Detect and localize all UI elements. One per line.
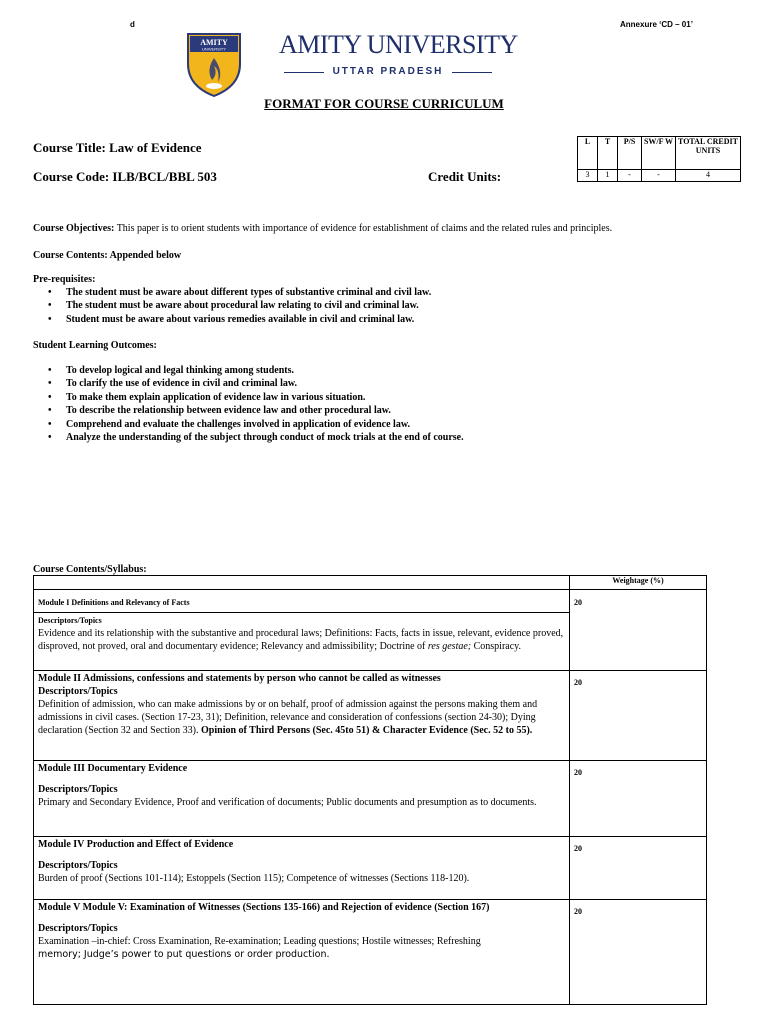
descriptors-text-main: Definition of admission, who can make admissions by or on behalf, proof of admission against the persons making them and admissions in civil cases. (Section 17-23, 31); Definition, relevance and consideration of confessions (section 24-30); Dying declaration (Section 32 and Section 33).	[38, 699, 538, 736]
credit-value-swfw: -	[642, 170, 676, 182]
learning-outcomes-list	[33, 364, 733, 444]
credit-header-total: TOTAL CREDIT UNITS	[676, 137, 741, 170]
credit-header-swfw: SW/F W	[642, 137, 676, 170]
module-row	[34, 900, 707, 1005]
module-4-cell	[34, 837, 570, 900]
credit-value-total: 4	[676, 170, 741, 182]
credit-header-l: L	[578, 137, 598, 170]
syllabus-table	[33, 575, 707, 1005]
descriptors-title: Descriptors/Topics	[38, 616, 102, 625]
learning-outcome-item: • To make them explain application of evidence law in various situation.	[33, 391, 733, 404]
syllabus-header-row	[34, 576, 707, 590]
syllabus-title: Course Contents/Syllabus:	[33, 564, 147, 575]
course-contents-line: Course Contents: Appended below	[33, 250, 182, 261]
prerequisite-item: • The student must be aware about different types of substantive criminal and civil law.	[33, 286, 733, 299]
descriptors-text-bold: Opinion of Third Persons (Sec. 45to 51) & Character Evidence (Sec. 52 to 55).	[201, 725, 533, 736]
module-weight: 20	[574, 907, 582, 916]
module-2-cell	[34, 671, 570, 761]
course-title: Course Title: Law of Evidence	[33, 140, 202, 155]
credit-header-t: T	[598, 137, 618, 170]
module-1-descriptors	[34, 613, 570, 671]
module-weight: 20	[574, 598, 582, 607]
descriptors-text-italic: res gestae;	[427, 641, 472, 652]
module-title: Module III Documentary Evidence	[38, 763, 188, 774]
university-state: UTTAR PRADESH	[332, 66, 444, 77]
university-state-banner	[284, 66, 492, 78]
descriptors-text	[38, 698, 565, 737]
module-title-row	[34, 590, 707, 613]
descriptors-text-handwritten: memory; Judge’s power to put questions or order production.	[38, 949, 330, 960]
credit-table-header-row	[578, 137, 741, 170]
descriptors-text	[38, 627, 565, 653]
descriptors-text: Burden of proof (Sections 101-114); Estoppels (Section 115); Competence of witnesses (Sections 118-120).	[38, 873, 470, 884]
credit-table	[577, 136, 741, 182]
module-weight: 20	[574, 844, 582, 853]
descriptors-title: Descriptors/Topics	[38, 860, 118, 871]
prerequisite-item: • The student must be aware about procedural law relating to civil and criminal law.	[33, 299, 733, 312]
weightage-header: Weightage (%)	[570, 576, 707, 590]
learning-outcome-item: • Analyze the understanding of the subject through conduct of mock trials at the end of course.	[33, 431, 733, 444]
module-4-weight-cell	[570, 837, 707, 900]
module-title: Module V Module V: Examination of Witnesses (Sections 135-166) and Rejection of evidence (Section 167)	[38, 902, 490, 913]
module-row	[34, 761, 707, 837]
descriptors-text-after: Conspiracy.	[471, 641, 522, 652]
prerequisite-item: • Student must be aware about various remedies available in civil and criminal law.	[33, 313, 733, 326]
objectives-label: Course Objectives:	[33, 223, 115, 234]
module-weight: 20	[574, 678, 582, 687]
module-3-weight-cell	[570, 761, 707, 837]
module-title: Module II Admissions, confessions and statements by person who cannot be called as witnesses	[38, 673, 441, 684]
descriptors-text: Primary and Secondary Evidence, Proof and verification of documents; Public documents and presumption as to documents.	[38, 797, 537, 808]
stray-mark: d	[130, 20, 135, 29]
objectives-text: This paper is to orient students with importance of evidence for establishment of claims and the related rules and principles.	[114, 223, 613, 234]
module-title: Module I Definitions and Relevancy of Facts	[38, 598, 190, 607]
svg-text:AMITY: AMITY	[200, 38, 228, 47]
university-name: AMITY UNIVERSITY	[279, 30, 518, 59]
annexure-label: Annexure ‘CD – 01’	[620, 20, 693, 29]
credit-table-value-row	[578, 170, 741, 182]
course-objectives	[33, 222, 733, 235]
credit-value-ps: -	[618, 170, 642, 182]
shield-logo-icon	[184, 30, 244, 98]
learning-outcome-item: • To describe the relationship between evidence law and other procedural law.	[33, 404, 733, 417]
credit-header-ps: P/S	[618, 137, 642, 170]
syllabus-header-blank	[34, 576, 570, 590]
module-1-weight-cell	[570, 590, 707, 671]
state-rule-right	[452, 72, 492, 73]
learning-outcomes-title: Student Learning Outcomes:	[33, 340, 157, 351]
module-row	[34, 671, 707, 761]
svg-text:UNIVERSITY: UNIVERSITY	[201, 46, 227, 52]
module-5-cell	[34, 900, 570, 1005]
course-code: Course Code: ILB/BCL/BBL 503	[33, 169, 217, 184]
learning-outcome-item: • Comprehend and evaluate the challenges involved in application of evidence law.	[33, 418, 733, 431]
module-5-weight-cell	[570, 900, 707, 1005]
credit-value-l: 3	[578, 170, 598, 182]
module-weight: 20	[574, 768, 582, 777]
format-title: FORMAT FOR COURSE CURRICULUM	[264, 96, 504, 111]
module-2-weight-cell	[570, 671, 707, 761]
descriptors-title: Descriptors/Topics	[38, 923, 118, 934]
prerequisites-list	[33, 286, 733, 326]
prerequisites-title: Pre-requisites:	[33, 274, 96, 285]
credit-value-t: 1	[598, 170, 618, 182]
descriptors-text-main: Evidence and its relationship with the substantive and procedural laws; Definitions: Facts, facts in issue, relevant, evidence proved, disproved, not proved, oral and documentary evidence; Relevancy and admissibility; Doctrine of	[38, 628, 564, 652]
descriptors-title: Descriptors/Topics	[38, 784, 118, 795]
learning-outcome-item: • To develop logical and legal thinking among students.	[33, 364, 733, 377]
module-1-title	[34, 590, 570, 613]
descriptors-text: Examination –in-chief: Cross Examination, Re-examination; Leading questions; Hostile witnesses; Refreshing	[38, 936, 481, 947]
module-title: Module IV Production and Effect of Evidence	[38, 839, 234, 850]
learning-outcome-item: • To clarify the use of evidence in civil and criminal law.	[33, 377, 733, 390]
module-row	[34, 837, 707, 900]
university-logo	[184, 30, 244, 98]
descriptors-title: Descriptors/Topics	[38, 686, 118, 697]
module-3-cell	[34, 761, 570, 837]
credit-units-label: Credit Units:	[428, 169, 502, 184]
